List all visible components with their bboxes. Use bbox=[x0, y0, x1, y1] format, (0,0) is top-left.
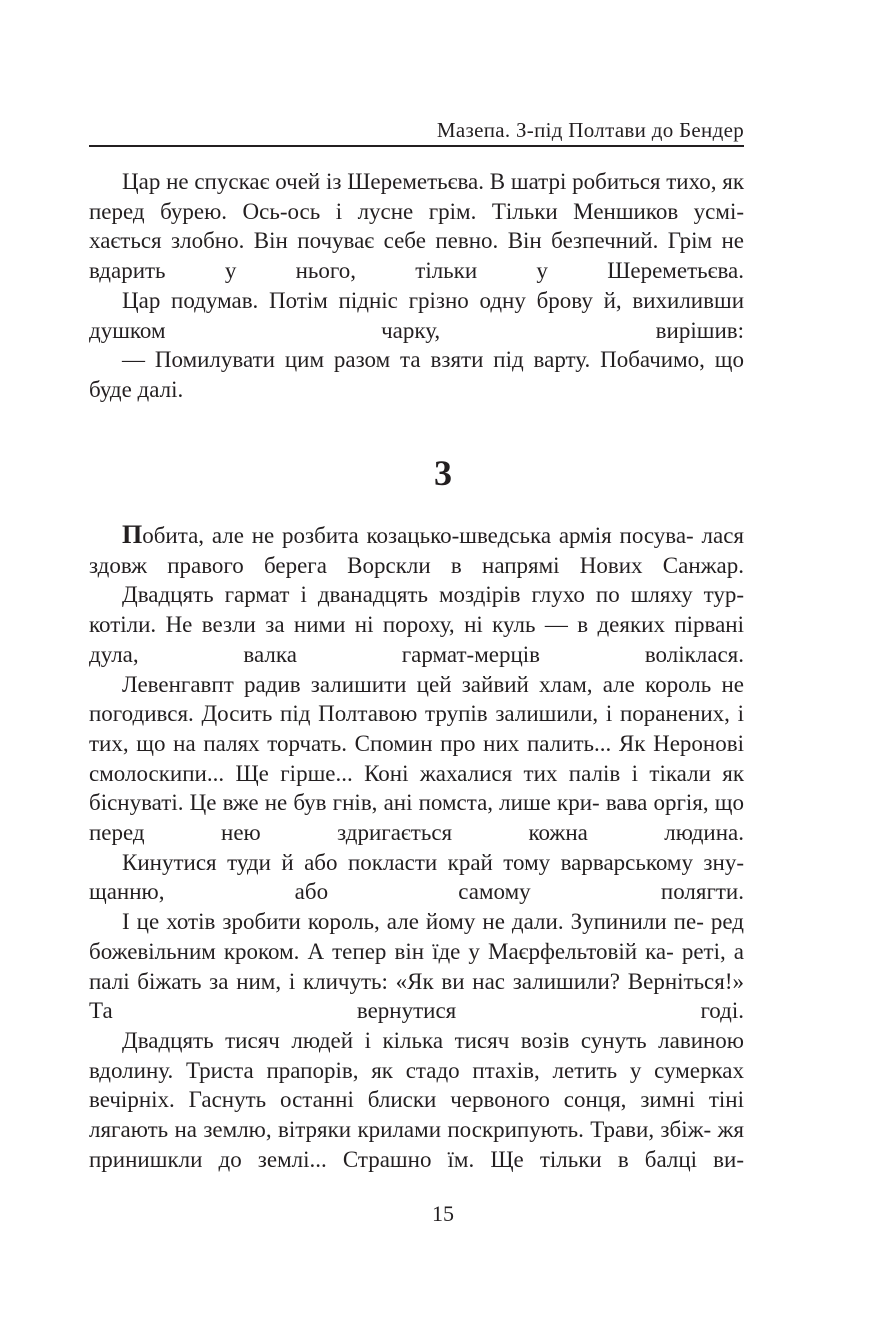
text-line: щанню, або самому полягти. bbox=[89, 879, 744, 905]
drop-cap: П bbox=[122, 520, 143, 549]
text-line: вечірніх. Гаснуть останні блиски червоного сонця, зимні тіні bbox=[89, 1087, 744, 1113]
text-line: — Помилувати цим разом та взяти під варту. Побачимо, що bbox=[122, 347, 744, 373]
text-line: душком чарку, вирішив: bbox=[89, 317, 744, 343]
text-line: вдарить у нього, тільки у Шереметьєва. bbox=[89, 258, 744, 284]
text-line: Левенгавпт радив залишити цей зайвий хлам, але король не bbox=[122, 671, 744, 697]
text-line: погодився. Досить під Полтавою трупів залишили, і поранених, bbox=[89, 701, 730, 727]
text-line: Верніться!» Та вернутися годі. bbox=[89, 968, 745, 1024]
paragraph bbox=[89, 167, 744, 286]
text-line: обита, але не розбита козацько-шведська армія посува- bbox=[142, 523, 694, 548]
text-block-2 bbox=[89, 520, 744, 1174]
text-line: і тих, що на палях торчать. Спомин про них палить... Як bbox=[89, 701, 744, 756]
header-rule bbox=[89, 145, 744, 147]
text-line: ред божевільним кроком. А тепер він їде у Маєрфельтовій ка- bbox=[89, 909, 744, 964]
text-line: реті, а палі біжать за ним, і кличуть: «Як ви нас залишили? bbox=[89, 938, 745, 994]
paragraph bbox=[89, 345, 744, 404]
text-line: і тікали як біснуваті. Це вже не був гнів, ані помста, лише кри- bbox=[89, 760, 745, 816]
paragraph bbox=[89, 520, 744, 580]
text-line: хається злобно. Він почуває себе певно. Він безпечний. Грім не bbox=[89, 228, 744, 254]
text-line: Двадцять гармат і дванадцять моздірів глухо по шляху тур- bbox=[122, 582, 744, 608]
text-line: Цар подумав. Потім підніс грізно одну брову й, вихиливши bbox=[122, 287, 744, 313]
text-line: лася здовж правого берега Ворскли в напрямі Нових Санжар. bbox=[89, 523, 745, 578]
text-line: лягають на землю, вітряки крилами поскрипують. Трави, збіж- bbox=[89, 1117, 712, 1143]
text-line: Двадцять тисяч людей і кілька тисяч возів сунуть лавиною bbox=[122, 1027, 744, 1053]
text-line: І це хотів зробити король, але йому не дали. Зупинили пе- bbox=[122, 909, 704, 935]
text-line: вава оргія, що перед нею здригається кожна людина. bbox=[89, 790, 744, 846]
text-line: котіли. Не везли за ними ні пороху, ні куль — в деяких пірвані bbox=[89, 612, 744, 638]
paragraph bbox=[89, 580, 744, 669]
text-line: як перед бурею. Ось-ось і лусне грім. Тільки Меншиков усмі- bbox=[89, 169, 745, 224]
paragraph bbox=[89, 286, 744, 345]
paragraph bbox=[89, 907, 744, 1026]
text-line: Нероновi смолоскипи... Ще гірше... Коні жахалися тих палів bbox=[89, 730, 744, 786]
chapter-number: 3 bbox=[434, 453, 452, 493]
text-block-1 bbox=[89, 167, 744, 405]
paragraph bbox=[89, 848, 744, 907]
text-line: буде далі. bbox=[89, 376, 184, 402]
page-number: 15 bbox=[432, 1201, 454, 1226]
running-head: Мазепа. З-під Полтави до Бендер bbox=[436, 118, 744, 142]
text-line: дула, валка гармат-мерців воліклася. bbox=[89, 641, 744, 667]
text-line: вдолину. Триста прапорів, як стадо птахів, летить у сумерках bbox=[89, 1057, 744, 1083]
paragraph bbox=[89, 670, 744, 848]
text-line: Цар не спускає очей із Шереметьєва. В шатрі робиться тихо, bbox=[122, 169, 717, 194]
text-line: Кинутися туди й або покласти край тому варварському зну- bbox=[122, 849, 744, 875]
text-line: жя принишкли до землі... Страшно їм. Ще тільки в балці ви- bbox=[89, 1117, 744, 1172]
paragraph bbox=[89, 1026, 744, 1175]
